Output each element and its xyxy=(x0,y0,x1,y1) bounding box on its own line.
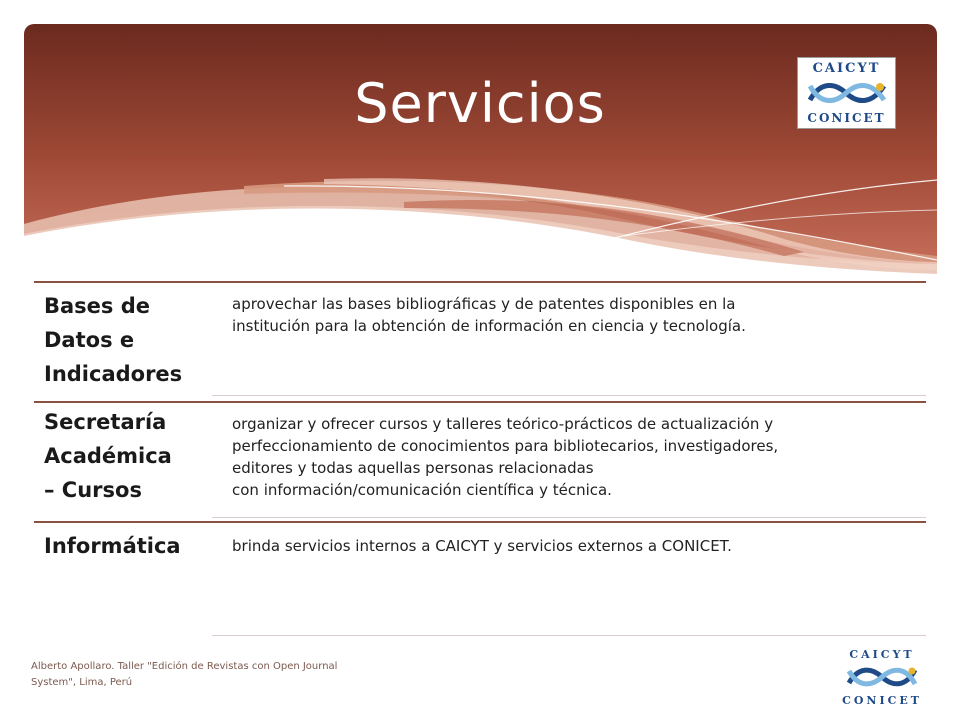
service-label-line: Indicadores xyxy=(44,362,183,386)
service-label-line: Informática xyxy=(44,534,181,558)
row-divider xyxy=(34,401,926,403)
logo-conicet-text: CONICET xyxy=(842,694,922,707)
service-label xyxy=(44,405,172,507)
service-row-secretaria-academica xyxy=(34,401,926,521)
service-label xyxy=(44,289,182,391)
service-description-line: institución para la obtención de información en ciencia y tecnología. xyxy=(232,317,746,335)
logo-caicyt-text: CAICYT xyxy=(849,648,915,661)
service-row-bases-de-datos xyxy=(34,281,926,399)
service-label-line: Datos e xyxy=(44,328,135,352)
service-description-line: perfeccionamiento de conocimientos para bibliotecarios, investigadores, xyxy=(232,437,779,455)
service-label-line: Bases de xyxy=(44,294,151,318)
service-label-line: Académica xyxy=(44,444,172,468)
row-divider xyxy=(34,281,926,283)
footer-line: System", Lima, Perú xyxy=(31,677,133,688)
services-table xyxy=(34,281,926,558)
service-row-informatica xyxy=(34,521,926,637)
service-description xyxy=(232,535,892,557)
row-divider xyxy=(34,521,926,523)
service-description-line: con información/comunicación científica y técnica. xyxy=(232,481,612,499)
service-label xyxy=(44,529,181,563)
service-description xyxy=(232,293,892,337)
row-bottom-rule xyxy=(212,395,926,396)
logo-conicet-text: CONICET xyxy=(807,111,886,125)
service-description-line: brinda servicios internos a CAICYT y servicios externos a CONICET. xyxy=(232,537,732,555)
service-description-line: aprovechar las bases bibliográficas y de patentes disponibles en la xyxy=(232,295,736,313)
row-bottom-rule xyxy=(212,517,926,518)
logo-wave-icon xyxy=(846,663,918,691)
row-bottom-rule xyxy=(212,635,926,636)
service-description xyxy=(232,413,892,501)
footer-credit xyxy=(31,659,391,691)
footer-caicyt-conicet-logo xyxy=(842,648,922,710)
service-description-line: organizar y ofrecer cursos y talleres teórico-prácticos de actualización y xyxy=(232,415,774,433)
logo-wave-icon xyxy=(806,78,888,108)
footer-line: Alberto Apollaro. Taller "Edición de Revistas con Open Journal xyxy=(31,661,338,672)
service-description-line: editores y todas aquellas personas relacionadas xyxy=(232,459,594,477)
page-title: Servicios xyxy=(354,72,606,135)
service-label-line: – Cursos xyxy=(44,478,142,502)
logo-caicyt-text: CAICYT xyxy=(812,61,881,76)
service-label-line: Secretaría xyxy=(44,410,167,434)
caicyt-conicet-logo xyxy=(797,57,896,129)
